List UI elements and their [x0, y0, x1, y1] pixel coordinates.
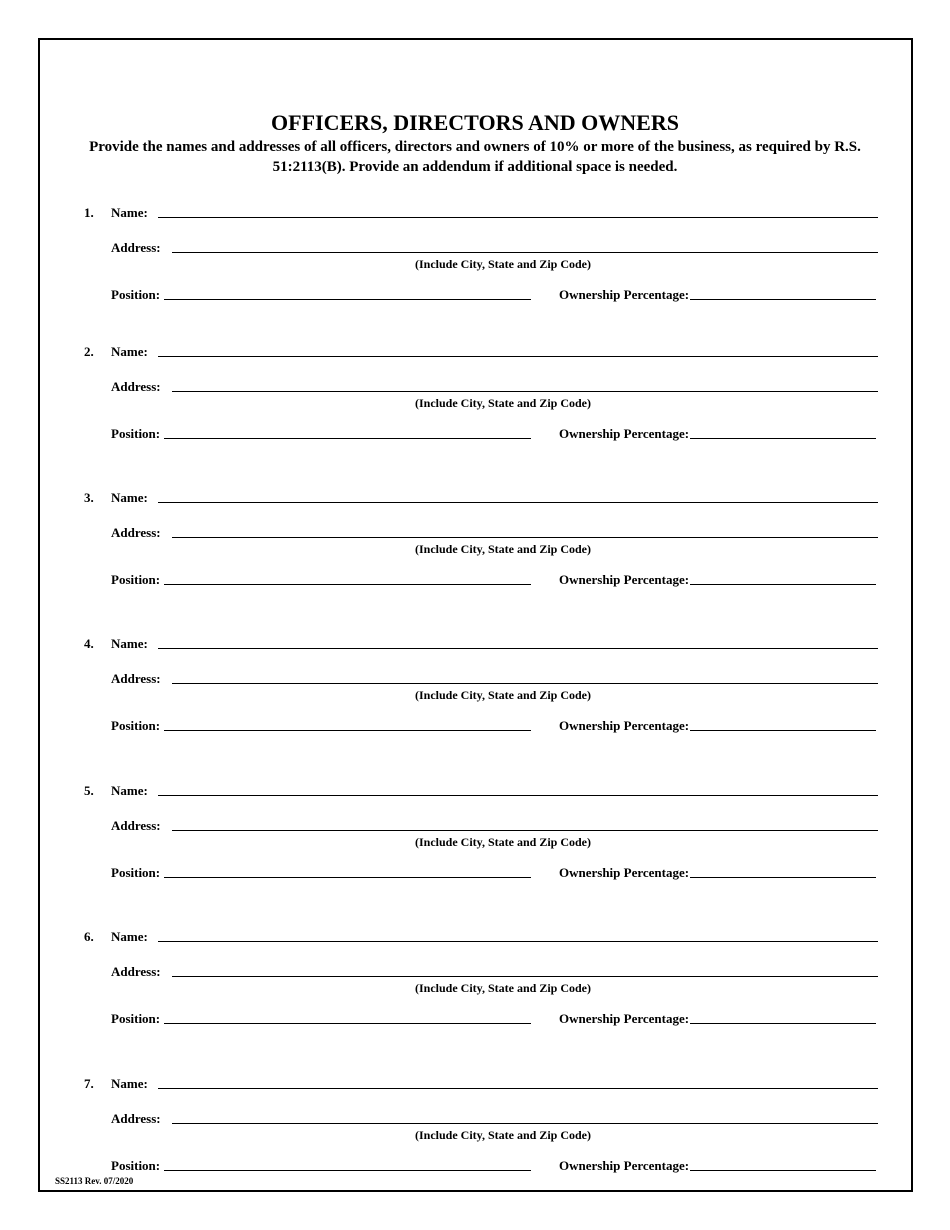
- address-label: Address:: [111, 964, 161, 979]
- name-label: Name:: [111, 1076, 148, 1091]
- ownership-field[interactable]: [690, 584, 876, 585]
- entry-number: 2.: [84, 344, 94, 359]
- address-field[interactable]: [172, 252, 878, 253]
- address-hint: (Include City, State and Zip Code): [414, 257, 592, 271]
- position-field[interactable]: [164, 730, 531, 731]
- ownership-field[interactable]: [690, 299, 876, 300]
- address-hint: (Include City, State and Zip Code): [414, 835, 592, 849]
- ownership-field[interactable]: [690, 877, 876, 878]
- address-field[interactable]: [172, 976, 878, 977]
- name-label: Name:: [111, 783, 148, 798]
- address-field[interactable]: [172, 391, 878, 392]
- name-field[interactable]: [158, 648, 878, 649]
- entry-number: 1.: [84, 205, 94, 220]
- position-field[interactable]: [164, 438, 531, 439]
- entry-number: 5.: [84, 783, 94, 798]
- ownership-label: Ownership Percentage:: [559, 1011, 690, 1026]
- address-label: Address:: [111, 240, 161, 255]
- ownership-label: Ownership Percentage:: [559, 426, 690, 441]
- address-hint: (Include City, State and Zip Code): [414, 396, 592, 410]
- entry-number: 3.: [84, 490, 94, 505]
- address-hint: (Include City, State and Zip Code): [414, 542, 592, 556]
- position-field[interactable]: [164, 584, 531, 585]
- name-label: Name:: [111, 929, 148, 944]
- address-hint: (Include City, State and Zip Code): [414, 981, 592, 995]
- page-title: OFFICERS, DIRECTORS AND OWNERS: [271, 110, 679, 135]
- instructions: Provide the names and addresses of all officers, directors and owners of 10% or more of the business, as required by R.S. 51:2113(B). Provide an addendum if additional space is needed.: [89, 139, 861, 175]
- name-label: Name:: [111, 205, 148, 220]
- ownership-field[interactable]: [690, 1170, 876, 1171]
- form-revision: SS2113 Rev. 07/2020: [55, 1176, 134, 1186]
- name-label: Name:: [111, 344, 148, 359]
- position-field[interactable]: [164, 299, 531, 300]
- position-label: Position:: [111, 1158, 161, 1173]
- position-label: Position:: [111, 865, 161, 880]
- ownership-label: Ownership Percentage:: [559, 287, 690, 302]
- entry-number: 4.: [84, 636, 94, 651]
- name-label: Name:: [111, 490, 148, 505]
- address-label: Address:: [111, 1111, 161, 1126]
- position-label: Position:: [111, 718, 161, 733]
- position-field[interactable]: [164, 1023, 531, 1024]
- name-field[interactable]: [158, 795, 878, 796]
- entry-number: 6.: [84, 929, 94, 944]
- position-label: Position:: [111, 1011, 161, 1026]
- position-label: Position:: [111, 287, 161, 302]
- ownership-label: Ownership Percentage:: [559, 572, 690, 587]
- address-label: Address:: [111, 379, 161, 394]
- position-field[interactable]: [164, 1170, 531, 1171]
- address-hint: (Include City, State and Zip Code): [414, 1128, 592, 1142]
- position-label: Position:: [111, 426, 161, 441]
- address-field[interactable]: [172, 1123, 878, 1124]
- name-field[interactable]: [158, 217, 878, 218]
- address-field[interactable]: [172, 683, 878, 684]
- ownership-label: Ownership Percentage:: [559, 718, 690, 733]
- address-label: Address:: [111, 671, 161, 686]
- address-label: Address:: [111, 818, 161, 833]
- address-field[interactable]: [172, 537, 878, 538]
- address-label: Address:: [111, 525, 161, 540]
- ownership-field[interactable]: [690, 438, 876, 439]
- name-label: Name:: [111, 636, 148, 651]
- ownership-label: Ownership Percentage:: [559, 865, 690, 880]
- name-field[interactable]: [158, 356, 878, 357]
- name-field[interactable]: [158, 941, 878, 942]
- page-border: [38, 38, 913, 1192]
- address-hint: (Include City, State and Zip Code): [414, 688, 592, 702]
- address-field[interactable]: [172, 830, 878, 831]
- ownership-label: Ownership Percentage:: [559, 1158, 690, 1173]
- ownership-field[interactable]: [690, 1023, 876, 1024]
- ownership-field[interactable]: [690, 730, 876, 731]
- name-field[interactable]: [158, 1088, 878, 1089]
- name-field[interactable]: [158, 502, 878, 503]
- position-field[interactable]: [164, 877, 531, 878]
- entry-number: 7.: [84, 1076, 94, 1091]
- position-label: Position:: [111, 572, 161, 587]
